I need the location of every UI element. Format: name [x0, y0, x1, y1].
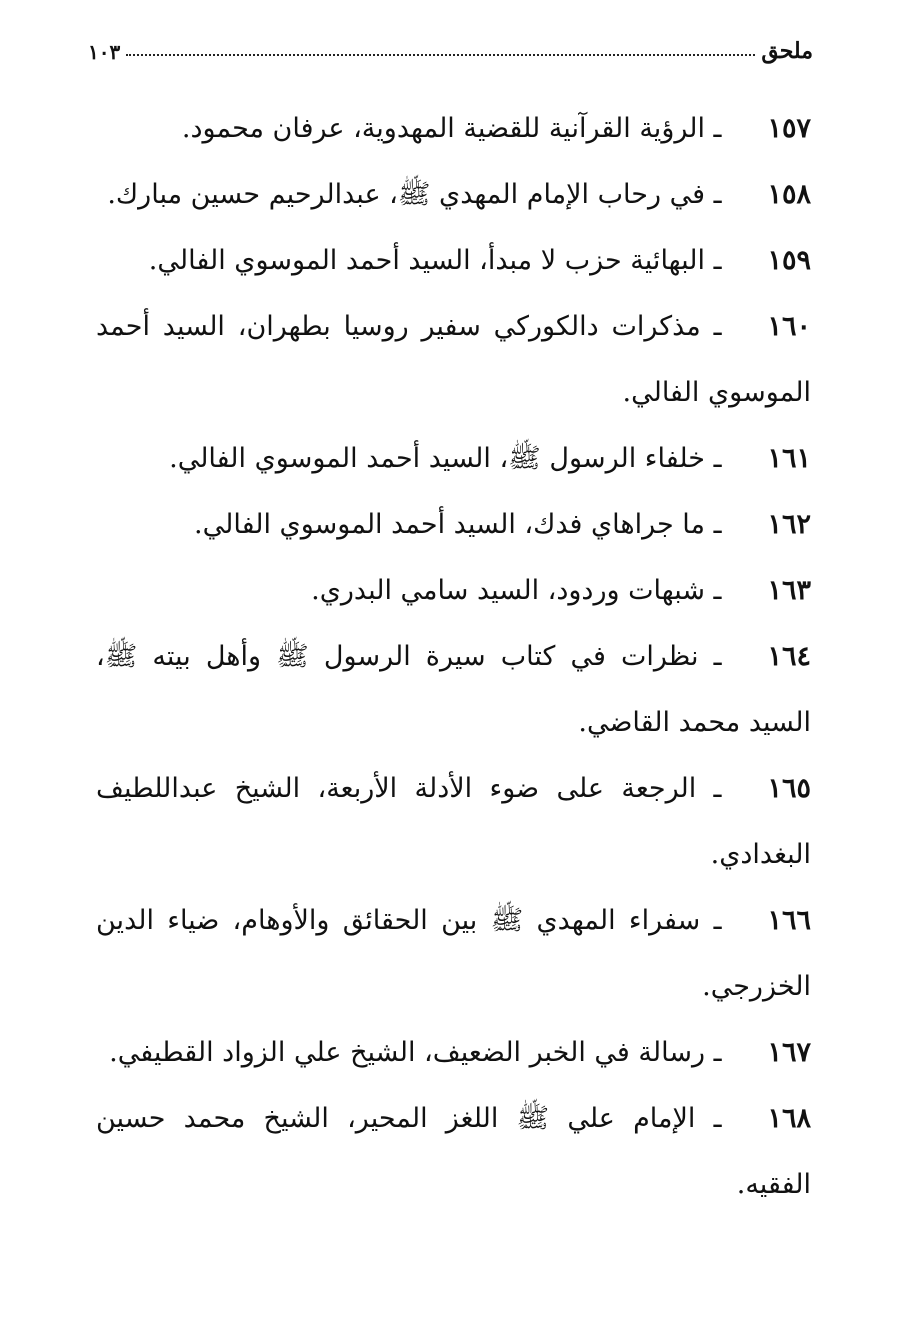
list-item-168: [96, 1086, 811, 1218]
item-text: ـ ما جراهاي فدك، السيد أحمد الموسوي الفالي.: [194, 509, 722, 540]
item-number: ١٦٨: [767, 1103, 811, 1134]
item-number: ١٥٧: [767, 113, 811, 144]
list-item-165: [96, 756, 811, 888]
item-text: ـ مذكرات دالكوركي سفير روسيا بطهران، السيد أحمد الموسوي الفالي.: [96, 311, 811, 408]
item-text: ـ سفراء المهدي ﷺ بين الحقائق والأوهام، ضياء الدين الخزرجي.: [96, 905, 811, 1002]
item-number: ١٦٧: [767, 1037, 811, 1068]
item-text: ـ البهائية حزب لا مبدأ، السيد أحمد الموسوي الفالي.: [148, 245, 722, 276]
list-item-162: [96, 492, 811, 558]
list-item-166: [96, 888, 811, 1020]
page-number: ١٠٣: [88, 40, 121, 64]
item-number: ١٦٥: [767, 773, 811, 804]
list-item-167: [96, 1020, 811, 1086]
item-text: ـ شبهات وردود، السيد سامي البدري.: [311, 575, 722, 606]
item-text: ـ في رحاب الإمام المهدي ﷺ، عبدالرحيم حسين مبارك.: [107, 179, 722, 210]
item-number: ١٦١: [767, 443, 811, 474]
item-number: ١٦٣: [767, 575, 811, 606]
item-text: ـ نظرات في كتاب سيرة الرسول ﷺ وأهل بيته ﷺ، السيد محمد القاضي.: [96, 641, 811, 738]
item-number: ١٦٢: [767, 509, 811, 540]
list-item-159: [96, 228, 811, 294]
item-number: ١٦٠: [767, 311, 811, 342]
header-dot-leader: [126, 54, 755, 56]
item-number: ١٥٨: [767, 179, 811, 210]
list-item-160: [96, 294, 811, 426]
item-number: ١٥٩: [767, 245, 811, 276]
list-item-157: [96, 96, 811, 162]
list-item-163: [96, 558, 811, 624]
list-item-158: [96, 162, 811, 228]
item-text: ـ رسالة في الخبر الضعيف، الشيخ علي الزواد القطيفي.: [109, 1037, 722, 1068]
page-header: [88, 30, 813, 64]
running-title: ملحق: [761, 38, 813, 64]
item-text: ـ خلفاء الرسول ﷺ، السيد أحمد الموسوي الفالي.: [169, 443, 722, 474]
list-item-161: [96, 426, 811, 492]
item-text: ـ الرؤية القرآنية للقضية المهدوية، عرفان محمود.: [181, 113, 722, 144]
bibliography-list: [96, 96, 811, 1218]
item-number: ١٦٦: [767, 905, 811, 936]
list-item-164: [96, 624, 811, 756]
item-text: ـ الرجعة على ضوء الأدلة الأربعة، الشيخ عبداللطيف البغدادي.: [96, 773, 811, 870]
item-number: ١٦٤: [767, 641, 811, 672]
item-text: ـ الإمام علي ﷺ اللغز المحير، الشيخ محمد حسين الفقيه.: [96, 1103, 811, 1200]
